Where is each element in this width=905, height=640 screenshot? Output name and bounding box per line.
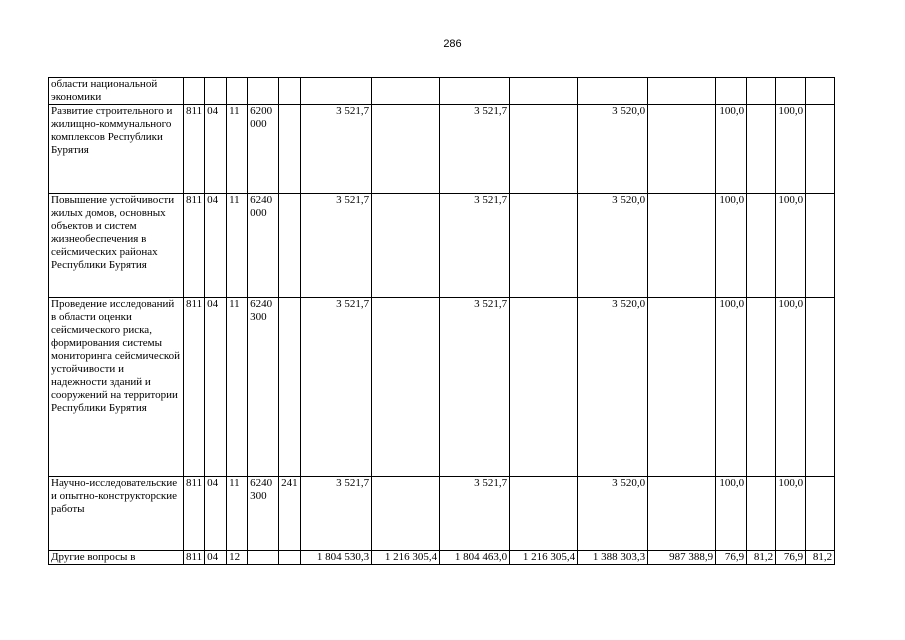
value-cell	[372, 194, 440, 298]
value-cell: 3 521,7	[440, 477, 510, 551]
value-cell: 3 521,7	[440, 105, 510, 194]
percent-cell: 100,0	[716, 194, 747, 298]
percent-cell	[806, 477, 835, 551]
value-cell: 3 520,0	[578, 298, 648, 477]
value-cell	[372, 477, 440, 551]
percent-cell	[776, 78, 806, 105]
value-cell: 3 520,0	[578, 105, 648, 194]
percent-cell	[747, 194, 776, 298]
ministry-code	[184, 78, 205, 105]
section-code: 04	[205, 298, 227, 477]
value-cell	[648, 194, 716, 298]
section-code: 04	[205, 477, 227, 551]
section-code: 04	[205, 105, 227, 194]
value-cell	[648, 298, 716, 477]
section-code: 04	[205, 194, 227, 298]
percent-cell: 76,9	[776, 551, 806, 565]
subsection-code	[227, 78, 248, 105]
target-article-code: 6240 300	[248, 298, 279, 477]
target-article-code: 6240 000	[248, 194, 279, 298]
table-row	[49, 298, 835, 477]
value-cell	[510, 477, 578, 551]
subsection-code: 11	[227, 477, 248, 551]
value-cell: 1 804 463,0	[440, 551, 510, 565]
percent-cell	[716, 78, 747, 105]
value-cell	[510, 194, 578, 298]
target-article-code	[248, 551, 279, 565]
value-cell: 1 216 305,4	[372, 551, 440, 565]
percent-cell	[806, 194, 835, 298]
value-cell: 987 388,9	[648, 551, 716, 565]
table-row	[49, 477, 835, 551]
expense-type-code	[279, 105, 301, 194]
expense-type-code	[279, 298, 301, 477]
percent-cell: 100,0	[776, 105, 806, 194]
percent-cell: 81,2	[747, 551, 776, 565]
value-cell	[372, 78, 440, 105]
ministry-code: 811	[184, 298, 205, 477]
value-cell	[372, 105, 440, 194]
percent-cell: 100,0	[716, 298, 747, 477]
expense-type-code: 241	[279, 477, 301, 551]
percent-cell: 81,2	[806, 551, 835, 565]
table-row	[49, 105, 835, 194]
value-cell: 3 520,0	[578, 194, 648, 298]
value-cell: 3 521,7	[301, 298, 372, 477]
value-cell: 1 388 303,3	[578, 551, 648, 565]
subsection-code: 11	[227, 298, 248, 477]
percent-cell	[747, 105, 776, 194]
target-article-code: 6240 300	[248, 477, 279, 551]
value-cell	[648, 477, 716, 551]
percent-cell: 100,0	[776, 298, 806, 477]
target-article-code: 6200 000	[248, 105, 279, 194]
table-row	[49, 78, 835, 105]
percent-cell: 100,0	[776, 477, 806, 551]
value-cell: 3 521,7	[301, 194, 372, 298]
percent-cell: 100,0	[776, 194, 806, 298]
percent-cell	[747, 298, 776, 477]
ministry-code: 811	[184, 105, 205, 194]
expense-type-code	[279, 194, 301, 298]
value-cell	[648, 105, 716, 194]
value-cell	[372, 298, 440, 477]
row-name: Научно-исследовательские и опытно-конструкторские работы	[49, 477, 184, 551]
value-cell	[301, 78, 372, 105]
percent-cell	[806, 78, 835, 105]
subsection-code: 11	[227, 194, 248, 298]
row-name: Развитие строительного и жилищно-коммунального комплексов Республики Бурятия	[49, 105, 184, 194]
row-name: Проведение исследований в области оценки сейсмического риска, формирования системы мониторинга сейсмической устойчивости и надежности зданий и сооружений на территории Республики Бурятия	[49, 298, 184, 477]
percent-cell	[747, 477, 776, 551]
expense-type-code	[279, 551, 301, 565]
percent-cell: 100,0	[716, 105, 747, 194]
ministry-code: 811	[184, 551, 205, 565]
row-name: Другие вопросы в	[49, 551, 184, 565]
value-cell: 3 521,7	[301, 105, 372, 194]
value-cell: 3 521,7	[301, 477, 372, 551]
percent-cell	[747, 78, 776, 105]
section-code	[205, 78, 227, 105]
table-row	[49, 194, 835, 298]
percent-cell	[806, 105, 835, 194]
value-cell	[440, 78, 510, 105]
subsection-code: 12	[227, 551, 248, 565]
row-name: области национальной экономики	[49, 78, 184, 105]
percent-cell: 100,0	[716, 477, 747, 551]
value-cell	[510, 78, 578, 105]
ministry-code: 811	[184, 194, 205, 298]
value-cell	[510, 298, 578, 477]
ministry-code: 811	[184, 477, 205, 551]
value-cell	[510, 105, 578, 194]
percent-cell: 76,9	[716, 551, 747, 565]
table-row	[49, 551, 835, 565]
subsection-code: 11	[227, 105, 248, 194]
percent-cell	[806, 298, 835, 477]
value-cell	[578, 78, 648, 105]
target-article-code	[248, 78, 279, 105]
section-code: 04	[205, 551, 227, 565]
row-name: Повышение устойчивости жилых домов, основных объектов и систем жизнеобеспечения в сейсмических районах Республики Бурятия	[49, 194, 184, 298]
expense-type-code	[279, 78, 301, 105]
page-number: 286	[443, 38, 462, 50]
value-cell: 3 520,0	[578, 477, 648, 551]
value-cell: 3 521,7	[440, 194, 510, 298]
value-cell: 1 216 305,4	[510, 551, 578, 565]
value-cell	[648, 78, 716, 105]
budget-table	[48, 77, 835, 565]
value-cell: 1 804 530,3	[301, 551, 372, 565]
value-cell: 3 521,7	[440, 298, 510, 477]
